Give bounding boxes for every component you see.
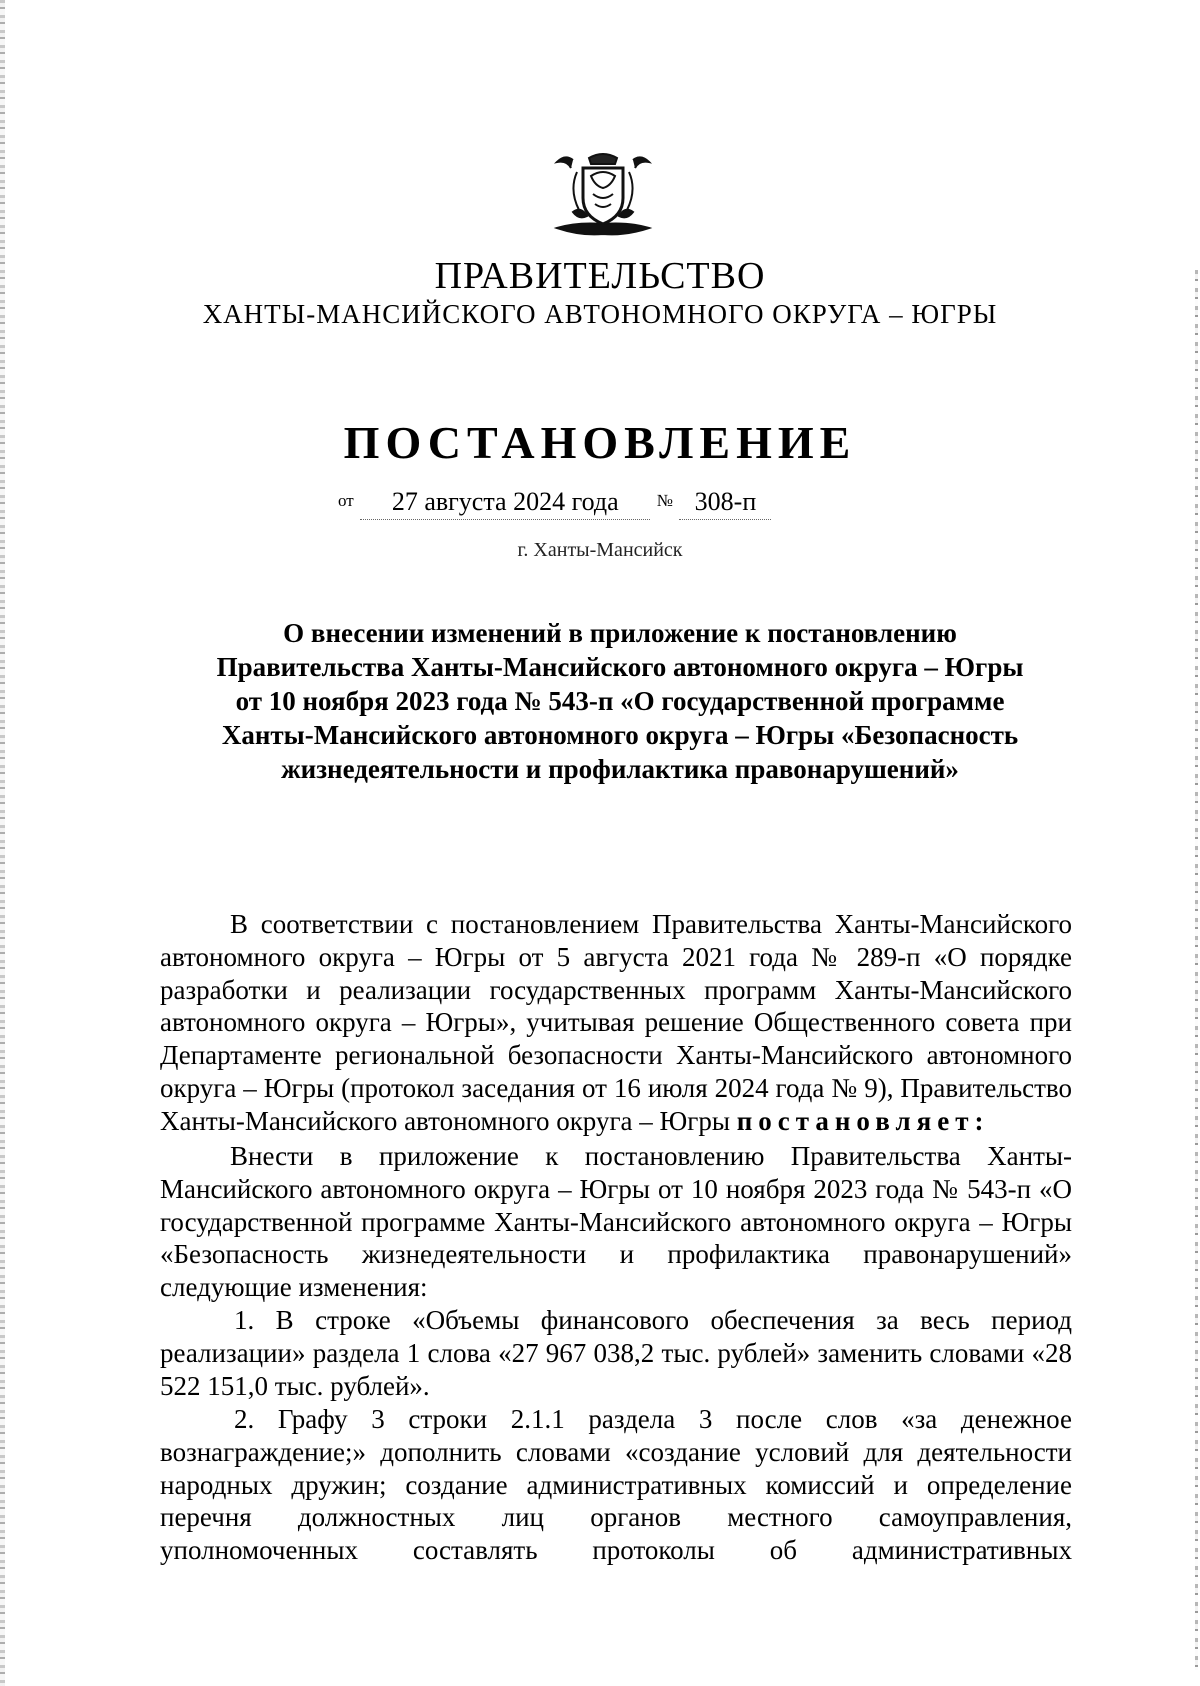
amendment-item-1 bbox=[160, 1304, 1072, 1402]
scan-edge-left bbox=[0, 0, 5, 1686]
coat-of-arms-icon bbox=[543, 150, 663, 240]
issuing-city: г. Ханты-Мансийск bbox=[517, 539, 683, 561]
government-title: ПРАВИТЕЛЬСТВО bbox=[434, 255, 766, 297]
region-subtitle: ХАНТЫ-МАНСИЙСКОГО АВТОНОМНОГО ОКРУГА – ЮГРЫ bbox=[202, 299, 998, 329]
document-date: 27 августа 2024 года bbox=[360, 485, 650, 520]
heading-line: Ханты-Мансийского автономного округа – Югры «Безопасность bbox=[221, 720, 1019, 750]
item-2-text: 2. Графу 3 строки 2.1.1 раздела 3 после слов «за денежное вознаграждение;» дополнить словами «создание условий для деятельности народных дружин; создание административных комиссий и определение перечня должностных лиц органов местного самоуправления, уполномоченных составлять протоколы об административных bbox=[160, 1404, 1072, 1566]
intro-text: Внести в приложение к постановлению Правительства Ханты-Мансийского автономного округа – Югры от 10 ноября 2023 года № 543-п «О государственной программе Ханты-Мансийского автономного округа – Югры «Безопасность жизнедеятельности и профилактика правонарушений» следующие изменения: bbox=[160, 1141, 1072, 1303]
heading-line: от 10 ноября 2023 года № 543-п «О государственной программе bbox=[235, 686, 1005, 716]
document-number: 308-п bbox=[679, 485, 771, 520]
amendment-item-2 bbox=[160, 1403, 1072, 1567]
date-number-line bbox=[338, 484, 878, 518]
document-type: ПОСТАНОВЛЕНИЕ bbox=[343, 417, 857, 468]
number-sign: № bbox=[656, 491, 673, 510]
document-heading bbox=[160, 616, 1080, 786]
scan-edge-right bbox=[1195, 270, 1198, 1670]
heading-line: жизнедеятельности и профилактика правонарушений» bbox=[281, 754, 959, 784]
heading-line: Правительства Ханты-Мансийского автономного округа – Югры bbox=[216, 652, 1024, 682]
decree-word: постановляет: bbox=[736, 1105, 990, 1136]
item-1-text: 1. В строке «Объемы финансового обеспечения за весь период реализации» раздела 1 слова «27 967 038,2 тыс. рублей» заменить словами «28 522 151,0 тыс. рублей». bbox=[160, 1305, 1072, 1401]
date-prefix: от bbox=[338, 491, 354, 510]
preamble-paragraph bbox=[160, 908, 1072, 1138]
preamble-text: В соответствии с постановлением Правительства Ханты-Мансийского автономного округа – Югры от 5 августа 2021 года № 289-п «О порядке разработки и реализации государственных программ Ханты-Мансийского автономного округа – Югры», учитывая решение Общественного совета при Департаменте региональной безопасности Ханты-Мансийского автономного округа – Югры (протокол заседания от 16 июля 2024 года № 9), Правительство Ханты-Мансийского автономного округа – Югры bbox=[160, 909, 1072, 1136]
intro-paragraph bbox=[160, 1140, 1072, 1304]
heading-line: О внесении изменений в приложение к постановлению bbox=[283, 618, 957, 648]
